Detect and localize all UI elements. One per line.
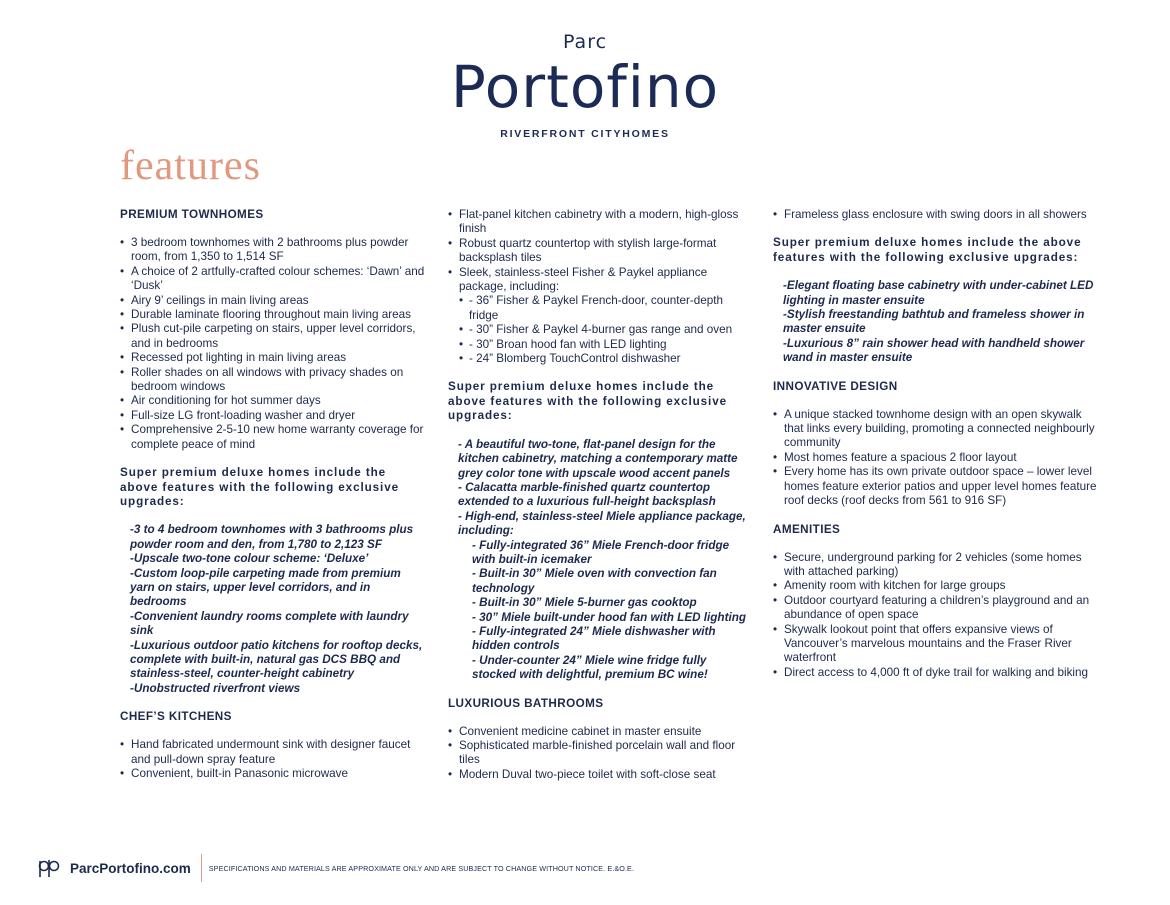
features-column-2 xyxy=(448,208,748,782)
section-heading-amenities: AMENITIES xyxy=(773,522,841,536)
deluxe-kitchen-upgrades xyxy=(448,438,748,683)
list-item: -Luxurious 8” rain shower head with handheld shower wand in master ensuite xyxy=(783,336,1085,365)
disclaimer-text: SPECIFICATIONS AND MATERIALS ARE APPROXIMATE ONLY AND ARE SUBJECT TO CHANGE WITHOUT NOTICE. E.&O.E. xyxy=(208,863,635,873)
list-item: - Fully-integrated 36” Miele French-door fridge with built-in icemaker xyxy=(472,538,730,566)
list-item: • - 24” Blomberg TouchControl dishwasher xyxy=(459,352,748,366)
list-item: • - 30” Broan hood fan with LED lighting xyxy=(459,338,748,352)
list-item: • Flat-panel kitchen cabinetry with a modern, high-gloss finish xyxy=(448,208,748,237)
list-item: • Direct access to 4,000 ft of dyke trail for walking and biking xyxy=(773,666,1103,680)
list-item: - High-end, stainless-steel Miele appliance package, including: xyxy=(458,509,746,538)
list-item: • Recessed pot lighting in main living areas xyxy=(120,351,425,365)
kitchen-list xyxy=(448,208,748,294)
list-item: • - 30” Fisher & Paykel 4-burner gas range and oven xyxy=(459,323,748,337)
features-column-3 xyxy=(773,208,1103,680)
logo-small-text: Parc xyxy=(562,31,608,53)
brand-logo xyxy=(0,30,1170,140)
list-item: • 3 bedroom townhomes with 2 bathrooms plus powder room, from 1,350 to 1,514 SF xyxy=(120,236,425,265)
list-item: • A choice of 2 artfully-crafted colour schemes: ‘Dawn’ and ‘Dusk’ xyxy=(120,265,425,294)
list-item: • Sleek, stainless-steel Fisher & Paykel appliance package, including: xyxy=(448,266,748,295)
section-heading-innovative-design: INNOVATIVE DESIGN xyxy=(773,379,898,393)
deluxe-bathroom-upgrades xyxy=(773,279,1103,365)
section-heading-chefs-kitchens: CHEF’S KITCHENS xyxy=(120,710,232,724)
list-item: -Custom loop-pile carpeting made from premium yarn on stairs, upper level corridors, and in bedrooms xyxy=(130,566,401,609)
list-item: -3 to 4 bedroom townhomes with 3 bathrooms plus powder room and den, from 1,780 to 2,123 SF xyxy=(130,523,414,551)
list-item: - A beautiful two-tone, flat-panel design for the kitchen cabinetry, matching a contemporary matte grey color tone with upscale wood accent panels xyxy=(458,437,738,480)
website-link[interactable]: ParcPortofino.com xyxy=(70,860,191,876)
list-item: • Amenity room with kitchen for large groups xyxy=(773,579,1103,593)
list-item: • Plush cut-pile carpeting on stairs, upper level corridors, and in bedrooms xyxy=(120,322,425,351)
list-item: • Full-size LG front-loading washer and dryer xyxy=(120,409,425,423)
list-item: -Elegant floating base cabinetry with under-cabinet LED lighting in master ensuite xyxy=(783,279,1094,307)
list-item: • Frameless glass enclosure with swing doors in all showers xyxy=(773,208,1103,222)
list-item: • Hand fabricated undermount sink with designer faucet and pull-down spray feature xyxy=(120,738,425,767)
list-item: - Built-in 30” Miele oven with convection fan technology xyxy=(472,567,717,595)
list-item: • Modern Duval two-piece toilet with soft-close seat xyxy=(448,768,748,782)
bathrooms-list-continued xyxy=(773,208,1103,222)
deluxe-heading: Super premium deluxe homes include the above features with the following exclusive upgrades: xyxy=(120,466,400,508)
list-item: • Durable laminate flooring throughout main living areas xyxy=(120,308,425,322)
list-item: • Roller shades on all windows with privacy shades on bedroom windows xyxy=(120,366,425,395)
list-item: -Unobstructed riverfront views xyxy=(130,681,301,695)
list-item: - Under-counter 24” Miele wine fridge fully stocked with delightful, premium BC wine! xyxy=(472,653,708,682)
list-item: -Convenient laundry rooms complete with laundry sink xyxy=(130,609,409,638)
logo-main-text: Portofino xyxy=(450,53,720,121)
list-item: - Built-in 30” Miele 5-burner gas cooktop xyxy=(472,596,697,610)
deluxe-heading: Super premium deluxe homes include the above features with the following exclusive upgrades: xyxy=(773,236,1082,264)
list-item: • Most homes feature a spacious 2 floor layout xyxy=(773,451,1103,465)
pp-monogram-icon xyxy=(36,858,62,878)
townhomes-list xyxy=(120,236,425,452)
page-title: features xyxy=(120,143,261,189)
list-item: • Skywalk lookout point that offers expansive views of Vancouver’s marvelous mountains and the Fraser River waterfront xyxy=(773,623,1103,666)
list-item: • Convenient, built-in Panasonic microwave xyxy=(120,767,425,781)
list-item: -Luxurious outdoor patio kitchens for rooftop decks, complete with built-in, natural gas DCS BBQ and stainless-steel, counter-height cabinetry xyxy=(130,638,423,681)
section-heading-bathrooms: LUXURIOUS BATHROOMS xyxy=(448,696,604,710)
features-column-1 xyxy=(120,208,425,781)
list-item: • Every home has its own private outdoor space – lower level homes feature exterior patios and upper level homes feature roof decks (roof decks from 561 to 916 SF) xyxy=(773,465,1103,508)
amenities-list xyxy=(773,551,1103,681)
list-item: -Upscale two-tone colour scheme: ‘Deluxe’ xyxy=(130,552,369,566)
list-item: • Comprehensive 2-5-10 new home warranty coverage for complete peace of mind xyxy=(120,423,425,452)
list-item: • Robust quartz countertop with stylish large-format backsplash tiles xyxy=(448,237,748,266)
design-list xyxy=(773,408,1103,509)
list-item: • Airy 9’ ceilings in main living areas xyxy=(120,294,425,308)
list-item: -Stylish freestanding bathtub and frameless shower in master ensuite xyxy=(783,308,1085,336)
list-item: • Outdoor courtyard featuring a children’s playground and an abundance of open space xyxy=(773,594,1103,623)
list-item: - Calacatta marble-finished quartz countertop extended to a luxurious full-height backsplash xyxy=(458,480,716,509)
list-item: • Convenient medicine cabinet in master ensuite xyxy=(448,725,748,739)
chefs-kitchens-list xyxy=(120,738,425,781)
list-item: - 30” Miele built-under hood fan with LED lighting xyxy=(472,610,746,624)
bathrooms-list xyxy=(448,725,748,783)
list-item: • Secure, underground parking for 2 vehicles (some homes with attached parking) xyxy=(773,551,1103,580)
footer-divider xyxy=(201,854,202,882)
list-item: • Sophisticated marble-finished porcelain wall and floor tiles xyxy=(448,739,748,768)
list-item: • A unique stacked townhome design with an open skywalk that links every building, promoting a connected neighbourly community xyxy=(773,408,1103,451)
list-item: • Air conditioning for hot summer days xyxy=(120,394,425,408)
list-item: - Fully-integrated 24” Miele dishwasher with hidden controls xyxy=(472,624,716,653)
deluxe-townhome-upgrades xyxy=(120,523,425,696)
section-heading-townhomes: PREMIUM TOWNHOMES xyxy=(120,208,264,221)
logo-tagline: RIVERFRONT CITYHOMES xyxy=(500,128,670,140)
deluxe-heading: Super premium deluxe homes include the above features with the following exclusive upgrades: xyxy=(448,380,728,423)
appliance-list xyxy=(448,294,748,366)
footer xyxy=(36,855,634,881)
list-item: • - 36” Fisher & Paykel French-door, counter-depth fridge xyxy=(459,294,748,323)
